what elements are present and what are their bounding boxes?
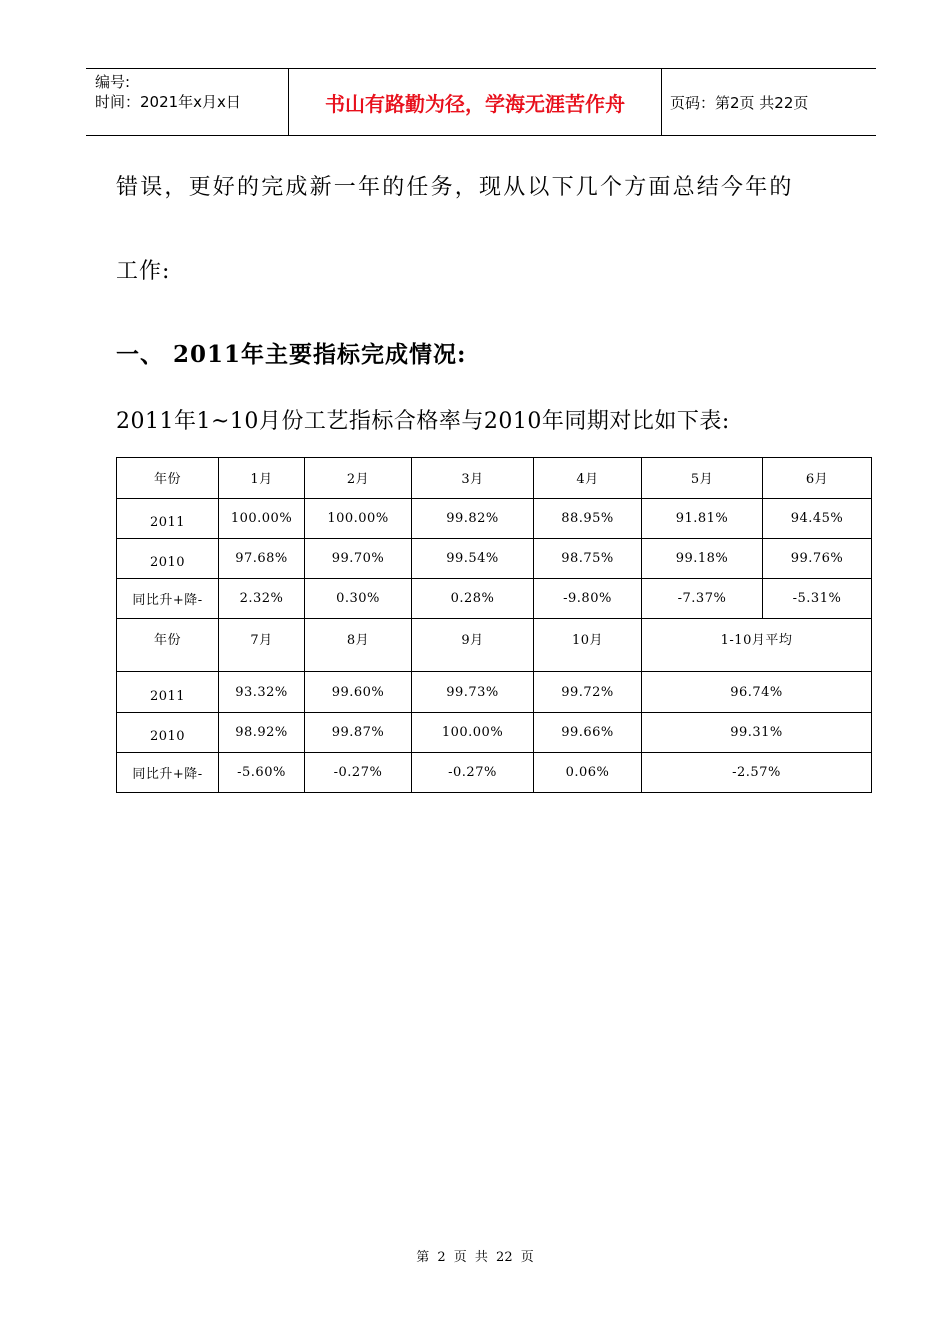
table-cell: 91.81% <box>642 499 763 539</box>
table-row <box>117 499 872 539</box>
table-cell: 99.18% <box>642 539 763 579</box>
table-cell: 99.60% <box>305 672 412 713</box>
table-header-cell: 2月 <box>305 458 412 499</box>
header-page-number: 页码：第2页 共22页 <box>670 93 809 112</box>
table-cell: 99.54% <box>412 539 534 579</box>
table-cell: 0.30% <box>305 579 412 619</box>
table-header-cell: 年份 <box>117 619 219 672</box>
table-header-cell: 5月 <box>642 458 763 499</box>
table-header-cell: 1月 <box>219 458 305 499</box>
table-cell: 0.28% <box>412 579 534 619</box>
table-header-cell: 6月 <box>763 458 872 499</box>
table-cell: 96.74% <box>642 672 872 713</box>
body-paragraph-1: 错误，更好的完成新一年的任务，现从以下几个方面总结今年的 <box>116 175 794 200</box>
table-row-label: 同比升+降- <box>117 753 219 793</box>
table-header-cell: 3月 <box>412 458 534 499</box>
table-header-cell: 1-10月平均 <box>642 619 872 672</box>
table-header-cell: 10月 <box>534 619 642 672</box>
table-row <box>117 753 872 793</box>
table-cell: 98.92% <box>219 713 305 753</box>
table-cell: -5.31% <box>763 579 872 619</box>
table-cell: 98.75% <box>534 539 642 579</box>
table-cell: 99.31% <box>642 713 872 753</box>
table-caption: 2011年1~10月份工艺指标合格率与2010年同期对比如下表: <box>116 409 730 434</box>
table-row <box>117 539 872 579</box>
table-cell: 99.87% <box>305 713 412 753</box>
header-meta <box>86 69 289 135</box>
table-header-row <box>117 458 872 499</box>
table-row <box>117 713 872 753</box>
table-header-cell: 8月 <box>305 619 412 672</box>
table-row-label: 2010 <box>117 713 219 753</box>
body-paragraph-2: 工作: <box>116 259 171 284</box>
table-row-label: 2010 <box>117 539 219 579</box>
section-heading-1: 一、 2011年主要指标完成情况: <box>116 341 467 368</box>
process-index-table <box>116 457 872 793</box>
page-footer: 第 2 页 共 22 页 <box>416 1250 534 1265</box>
table-cell: 93.32% <box>219 672 305 713</box>
table-row-label: 同比升+降- <box>117 579 219 619</box>
table-cell: 100.00% <box>305 499 412 539</box>
page-header <box>86 68 876 136</box>
table-header-row <box>117 619 872 672</box>
table-cell: 99.70% <box>305 539 412 579</box>
table-cell: 100.00% <box>219 499 305 539</box>
table-cell: 0.06% <box>534 753 642 793</box>
table-cell: -0.27% <box>305 753 412 793</box>
table-cell: 99.73% <box>412 672 534 713</box>
table-row-label: 2011 <box>117 672 219 713</box>
table-cell: 99.66% <box>534 713 642 753</box>
table-cell: 100.00% <box>412 713 534 753</box>
table-row <box>117 579 872 619</box>
table-cell: 94.45% <box>763 499 872 539</box>
table-cell: 88.95% <box>534 499 642 539</box>
table-cell: -0.27% <box>412 753 534 793</box>
table-cell: -7.37% <box>642 579 763 619</box>
header-motto: 书山有路勤为径，学海无涯苦作舟 <box>289 69 662 135</box>
table-cell: -5.60% <box>219 753 305 793</box>
table-row-label: 2011 <box>117 499 219 539</box>
table-cell: 99.76% <box>763 539 872 579</box>
table-row <box>117 672 872 713</box>
table-cell: 99.72% <box>534 672 642 713</box>
table-cell: 99.82% <box>412 499 534 539</box>
table-cell: 2.32% <box>219 579 305 619</box>
table-cell: 97.68% <box>219 539 305 579</box>
table-cell: -2.57% <box>642 753 872 793</box>
serial-label: 编号: <box>95 73 131 91</box>
table-cell: -9.80% <box>534 579 642 619</box>
table-header-cell: 7月 <box>219 619 305 672</box>
table-header-cell: 9月 <box>412 619 534 672</box>
table-header-cell: 4月 <box>534 458 642 499</box>
time-label: 时间：2021年x月x日 <box>95 93 241 111</box>
table-header-cell: 年份 <box>117 458 219 499</box>
